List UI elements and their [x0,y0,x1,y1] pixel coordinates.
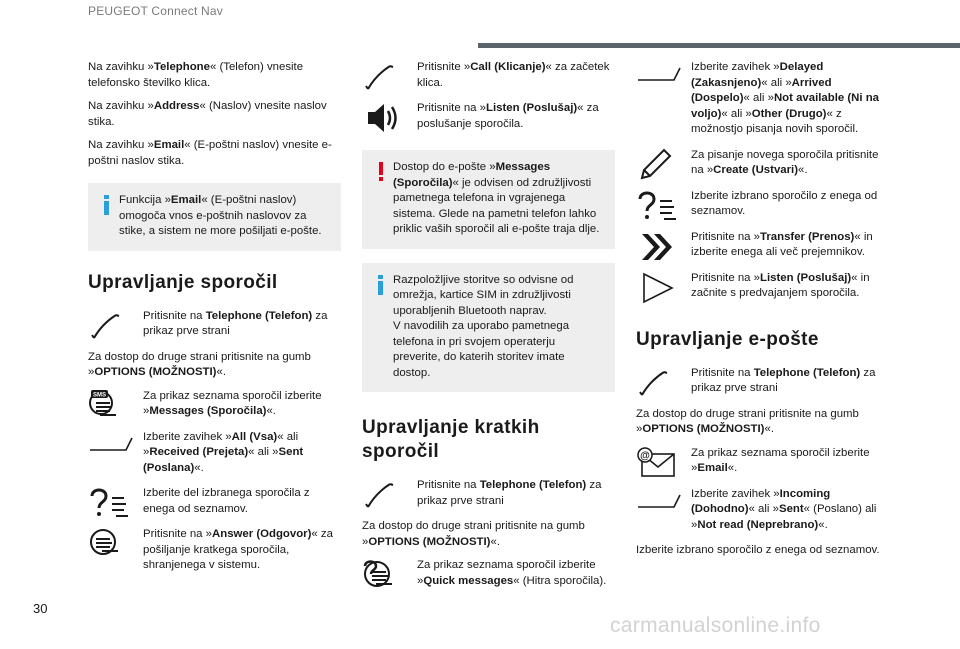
section-heading-messages: Upravljanje sporočil [88,271,278,293]
warning-icon [374,162,388,182]
running-header: PEUGEOT Connect Nav [88,4,223,18]
tab-icon [88,430,134,464]
forward-arrow-icon [636,230,682,264]
paragraph-select-email: Izberite izbrano sporočilo z enega od seznamov. [636,544,880,556]
step-quick-messages: Za prikaz seznama sporočil izberite »Quick messages« (Hitra sporočila). [362,558,615,589]
step-create: Za pisanje novega sporočila pritisnite na »Create (Ustvari)«. [636,148,889,179]
step-telephone: Pritisnite na Telephone (Telefon) za prikaz prve strani [88,309,341,340]
column-2 [362,60,615,599]
phone-handset-icon [88,309,134,343]
step-messages: SMS Za prikaz seznama sporočil izberite »Messages (Sporočila)«. [88,389,341,420]
quick-messages-icon [362,558,408,592]
section-heading-quick-messages: Upravljanje kratkih sporočil [362,417,540,462]
step-play: Pritisnite na »Listen (Poslušaj)« in začnite s predvajanjem sporočila. [636,271,889,302]
step-email-tabs: Izberite zavihek »Incoming (Dohodno)« ali »Sent« (Poslano) ali »Not read (Neprebrano)«. [636,487,889,534]
select-from-list-icon [88,486,134,520]
paragraph-email-tab: Na zavihku »Email« (E-poštni naslov) vnesite e-poštni naslov stika. [88,139,332,167]
step-telephone: Pritisnite na Telephone (Telefon) za prikaz prve strani [636,366,889,397]
svg-text:SMS: SMS [92,392,107,398]
info-note-email: Funkcija »Email« (E-poštni naslov) omogoča vnos e-poštnih naslovov za stike, a sistem ne more pošiljati e-pošte. [88,183,341,251]
phone-handset-icon [362,60,408,94]
watermark: carmanualsonline.info [610,614,821,637]
page-number: 30 [33,601,48,616]
tab-icon [636,487,682,521]
column-1 [88,60,341,584]
paragraph-options: Za dostop do druge strani pritisnite na gumb »OPTIONS (MOŽNOSTI)«. [88,350,311,378]
speaker-icon [362,101,408,135]
paragraph-telephone-tab: Na zavihku »Telephone« (Telefon) vnesite telefonsko številko klica. [88,61,304,89]
svg-text:@: @ [640,450,650,461]
step-listen: Pritisnite na »Listen (Poslušaj)« za poslušanje sporočila. [362,101,615,132]
pencil-icon [636,148,682,182]
info-icon [374,275,388,295]
column-3 [636,60,889,567]
step-select-message: Izberite del izbranega sporočila z enega od seznamov. [88,486,341,517]
step-answer: Pritisnite na »Answer (Odgovor)« za pošiljanje kratkega sporočila, shranjenega v sistemu. [88,527,341,574]
warning-note: Dostop do e-pošte »Messages (Sporočila)« je odvisen od združljivosti pametnega telefona in vgrajenega sistema. Glede na pametni telefon lahko priklic vaših sporočil ali e-pošte traja dlje. [362,150,615,249]
select-from-list-icon [636,189,682,223]
step-email: @ Za prikaz seznama sporočil izberite »Email«. [636,446,889,477]
step-telephone: Pritisnite na Telephone (Telefon) za prikaz prve strani [362,478,615,509]
header-rule [478,43,960,48]
paragraph-address-tab: Na zavihku »Address« (Naslov) vnesite naslov stika. [88,100,327,128]
play-icon [636,271,682,305]
tab-icon [636,60,682,94]
quick-reply-icon [88,527,134,561]
sms-list-icon [88,389,134,423]
info-note-services: Razpoložljive storitve so odvisne od omrežja, kartice SIM in združljivosti uporabljenih Bluetooth naprav. V navodilih za uporabo pametnega telefona in pri svojem operaterju preverite, do katerih storitev imate dostop. [362,263,615,393]
step-select-message: Izberite izbrano sporočilo z enega od seznamov. [636,189,889,220]
paragraph-options: Za dostop do druge strani pritisnite na gumb »OPTIONS (MOŽNOSTI)«. [636,407,859,435]
step-message-tabs: Izberite zavihek »All (Vsa)« ali »Received (Prejeta)« ali »Sent (Poslana)«. [88,430,341,477]
email-envelope-icon [636,446,682,480]
step-call: Pritisnite »Call (Klicanje)« za začetek klica. [362,60,615,91]
step-status-tabs: Izberite zavihek »Delayed (Zakasnjeno)« ali »Arrived (Dospelo)« ali »Not available (Ni na voljo)« ali »Other (Drugo)« z možnostjo pisanja novih sporočil. [636,60,889,138]
phone-handset-icon [636,366,682,400]
paragraph-options: Za dostop do druge strani pritisnite na gumb »OPTIONS (MOŽNOSTI)«. [362,520,585,548]
section-heading-email: Upravljanje e-pošte [636,328,819,350]
step-transfer: Pritisnite na »Transfer (Prenos)« in izberite enega ali več prejemnikov. [636,230,889,261]
phone-handset-icon [362,478,408,512]
info-icon [100,195,114,215]
